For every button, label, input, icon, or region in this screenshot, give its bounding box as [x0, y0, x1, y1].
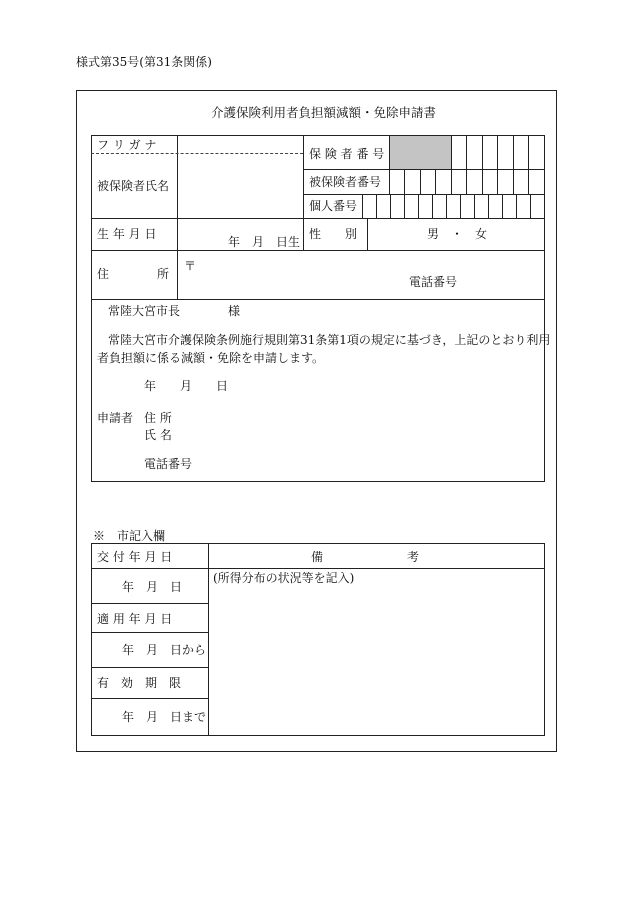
sex-options: 男 ・ 女 [427, 227, 488, 241]
address-label: 住 所 [97, 267, 170, 281]
insurer-number-label: 保 険 者 番 号 [309, 147, 385, 161]
addressee: 常陸大宮市長 [108, 304, 181, 318]
form-title: 介護保険利用者負担額減額・免除申請書 [211, 105, 437, 120]
insured-name-label: 被保険者氏名 [97, 179, 170, 193]
validity-format: 年 月 日まで [122, 710, 207, 724]
application-date-format: 年 月 日 [144, 379, 229, 393]
honorific: 様 [228, 304, 241, 318]
insured-number-label: 被保険者番号 [309, 175, 382, 189]
postal-mark: 〒 [184, 259, 197, 273]
issue-date-format: 年 月 日 [122, 580, 183, 594]
issue-date-label: 交 付 年 月 日 [97, 550, 173, 564]
furigana-label: フ リ ガ ナ [97, 138, 157, 152]
body-line-2: 者負担額に係る減額・免除を申請します。 [97, 351, 325, 365]
insurer-number-shaded-cell [390, 136, 451, 169]
phone-label: 電話番号 [409, 275, 458, 289]
validity-label: 有 効 期 限 [97, 676, 182, 690]
personal-number-label: 個人番号 [309, 199, 358, 213]
applicant-address-label: 住 所 [144, 411, 172, 425]
effective-date-format: 年 月 日から [122, 643, 207, 657]
birthdate-label: 生 年 月 日 [97, 227, 157, 241]
remarks-note: (所得分布の状況等を記入) [213, 571, 355, 585]
applicant-phone-label: 電話番号 [144, 457, 193, 471]
city-section-heading: ※ 市記入欄 [93, 529, 166, 543]
form-number: 様式第35号(第31条関係) [76, 55, 212, 69]
birthdate-format: 年 月 日生 [228, 235, 301, 249]
effective-date-label: 適 用 年 月 日 [97, 612, 173, 626]
applicant-label: 申請者 [97, 411, 134, 425]
sex-label: 性 別 [309, 227, 358, 241]
remarks-label: 備 考 [311, 550, 420, 564]
applicant-name-label: 氏 名 [144, 428, 172, 442]
body-line-1: 常陸大宮市介護保険条例施行規則第31条第1項の規定に基づき，上記のとおり利用 [108, 333, 551, 347]
